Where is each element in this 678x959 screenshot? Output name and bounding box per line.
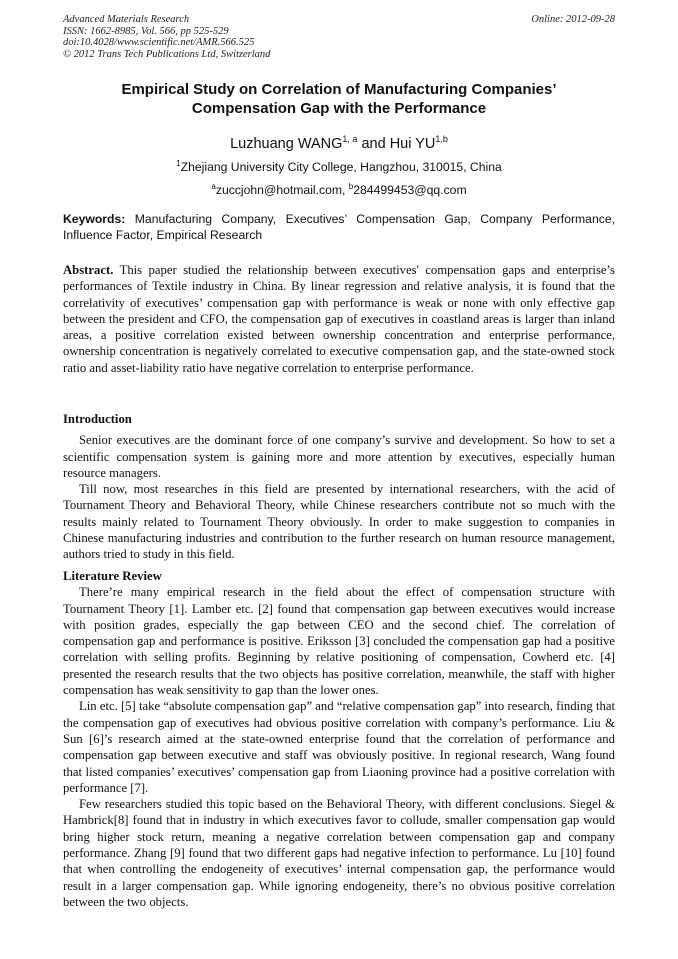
email-a-sup: a xyxy=(211,182,216,191)
author-2-name: Hui YU xyxy=(389,135,436,152)
abstract xyxy=(63,262,615,376)
introduction-section xyxy=(63,411,615,563)
email-a: zuccjohn@hotmail.com, xyxy=(215,183,349,198)
issn-line: ISSN: 1662-8985, Vol. 566, pp 525-529 xyxy=(63,25,229,37)
keywords-text: Manufacturing Company, Executives’ Compensation Gap, Company Performance, Influence Factor, Empirical Research xyxy=(63,212,615,242)
introduction-paragraph-2: Till now, most researches in this field are presented by international researchers, with the acid of Tournament Theory and Behavioral Theory, while Chinese researchers contribute not so much with the results mainly related to Tournament Theory obviously. In order to make suggestion to companies in Chinese manufacturing industries and contribution to the further research on human resource management, authors tried to study in this field. xyxy=(63,482,615,562)
author-1-name: Luzhuang WANG xyxy=(230,135,343,152)
literature-review-section xyxy=(63,568,615,910)
literature-heading: Literature Review xyxy=(63,569,162,583)
title-line-1: Empirical Study on Correlation of Manufacturing Companies’ xyxy=(121,81,557,98)
literature-paragraph-2: Lin etc. [5] take “absolute compensation gap” and “relative compensation gap” into research, finding that the compensation gap of executives had obvious positive correlation with company’s performance. Liu & Sun [6]’s research aimed at the state-owned enterprise found that the correlation of performance and compensation gap between executive and staff was obviously positive. In regional research, Wang found that listed companies’ executives’ compensation gap from Liaoning province had a positive correlation with performance [7]. xyxy=(63,699,615,795)
affiliation-text: Zhejiang University City College, Hangzhou, 310015, China xyxy=(180,160,502,175)
title-line-2: Compensation Gap with the Performance xyxy=(191,100,487,117)
abstract-paragraph xyxy=(63,262,615,376)
introduction-paragraph-1: Senior executives are the dominant force of one company’s survive and development. So how to set a scientific compensation system is gaining more and more attention by executives, especially human resource managers. xyxy=(63,433,615,480)
abstract-label: Abstract. xyxy=(63,263,114,277)
keywords-label: Keywords: xyxy=(63,212,126,226)
author-separator: and xyxy=(357,135,390,152)
affiliation xyxy=(63,156,615,175)
journal-header xyxy=(63,14,615,60)
literature-paragraph-3: Few researchers studied this topic based on the Behavioral Theory, with different conclusions. Siegel & Hambrick[8] found that in industry in which executives favor to collude, smaller compensation gap would bring higher stock return, meaning a negative correlation between compensation gap and company performance. Zhang [9] found that two different gaps had negative infection to performance. Lu [10] found that when controlling the endogeneity of executives’ internal compensation gap, the performance would result in a larger compensation gap. While ignoring endogeneity, there’s no obvious positive correlation between the two objects. xyxy=(63,797,615,909)
author-emails xyxy=(63,179,615,198)
keywords xyxy=(63,212,615,243)
author-1-sup: 1, a xyxy=(342,134,358,144)
email-b: 284499453@qq.com xyxy=(353,183,467,198)
email-b-sup: b xyxy=(348,182,354,191)
author-list xyxy=(63,130,615,153)
affiliation-sup: 1 xyxy=(176,159,181,168)
doi-line: doi:10.4028/www.scientific.net/AMR.566.525 xyxy=(63,37,255,48)
online-date: Online: 2012-09-28 xyxy=(531,14,615,25)
copyright-line: © 2012 Trans Tech Publications Ltd, Switzerland xyxy=(63,48,271,60)
author-2-sup: 1,b xyxy=(435,134,448,144)
introduction-heading: Introduction xyxy=(63,412,132,426)
literature-paragraph-1: There’re many empirical research in the field about the effect of compensation structure with Tournament Theory [1]. Lamber etc. [2] found that compensation gap between executives would increase with position grades, especially the gap between CEO and the second chief. The correlation of compensation gap and performance is positive. Eriksson [3] concluded the compensation gap had a positive correlation with selling profits. Beginning by relative positioning of compensation, Cowherd etc. [4] presented the research results that the two objects has positive correlation, meanwhile, the staff with higher compensation has weak sensitivity to gap than the lower ones. xyxy=(63,585,615,698)
paper-title xyxy=(63,80,615,118)
journal-name: Advanced Materials Research xyxy=(63,14,190,25)
abstract-text: This paper studied the relationship between executives' compensation gaps and enterprise’s performances of Textile industry in China. By linear regression and relative analysis, it is found that the correlativity of executives’ compensation gap with performance is weak or none with only effective gap between the president and CFO, the compensation gap of executives in coastland areas is larger than inland areas, a positive correlation existed between ownership concentration and enterprise performance, ownership concentration is negatively correlated to executive compensation gap, and the state-owned stock ratio and asset-liability ratio have negative correlation to enterprise performance. xyxy=(63,263,615,375)
